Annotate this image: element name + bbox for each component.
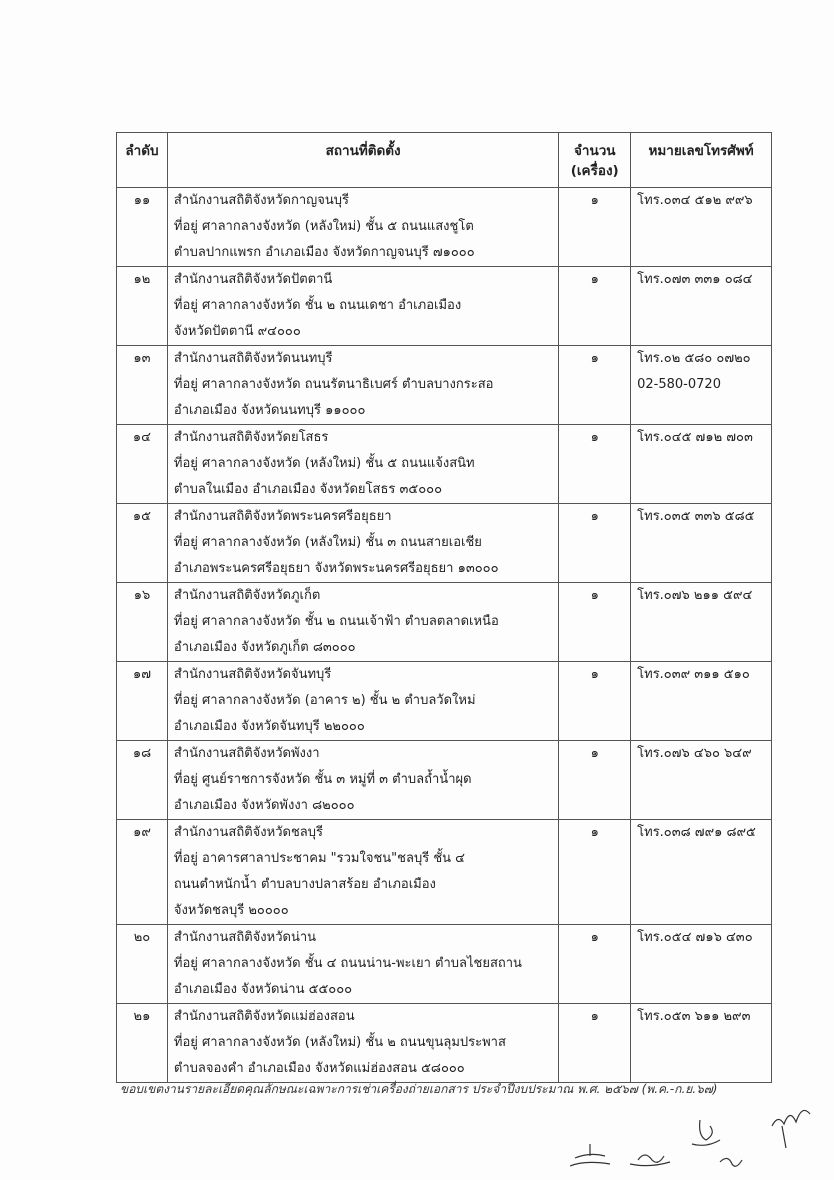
quantity-cell: ๑ [559,662,631,741]
phone-cell [631,188,772,267]
header-quantity [559,133,631,188]
phone-number: โทร.๐๓๕ ๓๓๖ ๕๘๕ [637,509,755,524]
phone-number: โทร.๐๗๖ ๔๖๐ ๖๔๙ [637,746,752,761]
table-row [117,504,772,583]
header-order: ลำดับ [117,133,168,188]
row-number: ๑๕ [117,504,168,583]
phone-cell [631,741,772,820]
phone-cell [631,820,772,925]
address-line: ตำบลในเมือง อำเภอเมือง จังหวัดยโสธร ๓๕๐๐๐ [173,482,443,497]
quantity-cell: ๑ [559,741,631,820]
address-line: ที่อยู่ ศาลากลางจังหวัด ชั้น ๒ ถนนเจ้าฟ้า ตำบลตลาดเหนือ [173,614,499,629]
phone-cell [631,583,772,662]
header-phone: หมายเลขโทรศัพท์ [631,133,772,188]
phone-number: โทร.๐๓๘ ๗๙๑ ๘๙๕ [637,825,756,840]
header-quantity-line2: (เครื่อง) [570,163,619,179]
address-line: สำนักงานสถิติจังหวัดน่าน [173,930,317,945]
table-row [117,346,772,425]
row-number: ๑๗ [117,662,168,741]
quantity-cell: ๑ [559,425,631,504]
row-number: ๑๖ [117,583,168,662]
address-line: ที่อยู่ ศาลากลางจังหวัด ชั้น ๔ ถนนน่าน-พะเยา ตำบลไชยสถาน [173,956,522,971]
phone-cell [631,267,772,346]
row-number: ๑๘ [117,741,168,820]
location-address [167,820,558,925]
phone-cell [631,504,772,583]
phone-number: โทร.๐๓๙ ๓๑๑ ๕๑๐ [637,667,750,682]
row-number: ๑๓ [117,346,168,425]
row-number: ๒๐ [117,925,168,1004]
phone-number: โทร.๐๕๓ ๖๑๑ ๒๙๓ [637,1009,751,1024]
address-line: ที่อยู่ ศาลากลางจังหวัด (หลังใหม่) ชั้น ๕ ถนนแสงชูโต [173,219,474,234]
address-line: ที่อยู่ ศาลากลางจังหวัด (หลังใหม่) ชั้น ๕ ถนนแจ้งสนิท [173,456,475,471]
phone-cell [631,1004,772,1083]
address-line: ที่อยู่ ศาลากลางจังหวัด ชั้น ๒ ถนนเดชา อำเภอเมือง [173,298,462,313]
document-footer: ขอบเขตงานรายละเอียดคุณลักษณะเฉพาะการเช่าเครื่องถ่ายเอกสาร ประจำปีงบประมาณ พ.ศ. ๒๕๖๗ (พ.ค.-ก.ย.๖๗) [120,1082,718,1096]
signatures-icon [560,1100,820,1180]
address-line: สำนักงานสถิติจังหวัดปัตตานี [173,272,333,287]
location-address [167,346,558,425]
address-line: สำนักงานสถิติจังหวัดพระนครศรีอยุธยา [173,509,392,524]
table-row [117,1004,772,1083]
address-line: ที่อยู่ อาคารศาลาประชาคม "รวมใจชน"ชลบุรี ชั้น ๔ [173,851,465,866]
phone-number: โทร.๐๗๓ ๓๓๑ ๐๘๔ [637,272,753,287]
table-row [117,425,772,504]
quantity-cell: ๑ [559,267,631,346]
address-line: ที่อยู่ ศูนย์ราชการจังหวัด ชั้น ๓ หมู่ที่ ๓ ตำบลถ้ำน้ำผุด [173,772,472,787]
address-line: สำนักงานสถิติจังหวัดชลบุรี [173,825,323,840]
quantity-cell: ๑ [559,188,631,267]
address-line: ตำบลจองคำ อำเภอเมือง จังหวัดแม่ฮ่องสอน ๕๘๐๐๐ [173,1061,465,1076]
location-address [167,662,558,741]
address-line: อำเภอเมือง จังหวัดภูเก็ต ๘๓๐๐๐ [173,640,356,655]
location-address [167,267,558,346]
phone-number: โทร.๐๔๕ ๗๑๒ ๗๐๓ [637,430,753,445]
location-address [167,583,558,662]
phone-cell [631,346,772,425]
row-number: ๑๔ [117,425,168,504]
address-line: สำนักงานสถิติจังหวัดยโสธร [173,430,329,445]
address-line: จังหวัดปัตตานี ๙๔๐๐๐ [173,324,301,339]
table-row [117,662,772,741]
phone-cell [631,662,772,741]
location-address [167,925,558,1004]
phone-number: โทร.๐๓๔ ๕๑๒ ๙๙๖ [637,193,753,208]
phone-number: โทร.๐๕๔ ๗๑๖ ๔๓๐ [637,930,753,945]
address-line: จังหวัดชลบุรี ๒๐๐๐๐ [173,903,289,918]
address-line: สำนักงานสถิติจังหวัดกาญจนบุรี [173,193,349,208]
location-address [167,504,558,583]
table-header-row [117,133,772,188]
table-row [117,583,772,662]
table-row [117,741,772,820]
location-address [167,1004,558,1083]
address-line: สำนักงานสถิติจังหวัดแม่ฮ่องสอน [173,1009,355,1024]
phone-cell [631,925,772,1004]
address-line: อำเภอพระนครศรีอยุธยา จังหวัดพระนครศรีอยุธยา ๑๓๐๐๐ [173,561,499,576]
location-address [167,425,558,504]
address-line: ตำบลปากแพรก อำเภอเมือง จังหวัดกาญจนบุรี ๗๑๐๐๐ [173,245,475,260]
address-line: อำเภอเมือง จังหวัดจันทบุรี ๒๒๐๐๐ [173,719,365,734]
location-address [167,188,558,267]
address-line: อำเภอเมือง จังหวัดพังงา ๘๒๐๐๐ [173,798,355,813]
table-row [117,820,772,925]
header-quantity-line1: จำนวน [573,143,616,159]
quantity-cell: ๑ [559,820,631,925]
locations-table [116,132,772,1083]
address-line: อำเภอเมือง จังหวัดน่าน ๕๕๐๐๐ [173,982,353,997]
row-number: ๑๑ [117,188,168,267]
address-line: ที่อยู่ ศาลากลางจังหวัด (อาคาร ๒) ชั้น ๒ ตำบลวัดใหม่ [173,693,476,708]
quantity-cell: ๑ [559,583,631,662]
quantity-cell: ๑ [559,504,631,583]
phone-number: 02-580-0720 [637,377,721,392]
quantity-cell: ๑ [559,925,631,1004]
address-line: ที่อยู่ ศาลากลางจังหวัด ถนนรัตนาธิเบศร์ ตำบลบางกระสอ [173,377,494,392]
address-line: สำนักงานสถิติจังหวัดนนทบุรี [173,351,333,366]
address-line: ที่อยู่ ศาลากลางจังหวัด (หลังใหม่) ชั้น ๒ ถนนขุนลุมประพาส [173,1035,506,1050]
table-row [117,925,772,1004]
row-number: ๒๑ [117,1004,168,1083]
quantity-cell: ๑ [559,1004,631,1083]
address-line: ถนนตำหนักน้ำ ตำบลบางปลาสร้อย อำเภอเมือง [173,877,436,892]
row-number: ๑๒ [117,267,168,346]
address-line: ที่อยู่ ศาลากลางจังหวัด (หลังใหม่) ชั้น ๓ ถนนสายเอเชีย [173,535,482,550]
address-line: สำนักงานสถิติจังหวัดภูเก็ต [173,588,321,603]
phone-number: โทร.๐๒ ๕๘๐ ๐๗๒๐ [637,351,751,366]
row-number: ๑๙ [117,820,168,925]
address-line: อำเภอเมือง จังหวัดนนทบุรี ๑๑๐๐๐ [173,403,366,418]
header-location: สถานที่ติดตั้ง [167,133,558,188]
table-row [117,188,772,267]
quantity-cell: ๑ [559,346,631,425]
table-row [117,267,772,346]
address-line: สำนักงานสถิติจังหวัดพังงา [173,746,320,761]
address-line: สำนักงานสถิติจังหวัดจันทบุรี [173,667,332,682]
location-address [167,741,558,820]
phone-cell [631,425,772,504]
phone-number: โทร.๐๗๖ ๒๑๑ ๕๙๔ [637,588,753,603]
